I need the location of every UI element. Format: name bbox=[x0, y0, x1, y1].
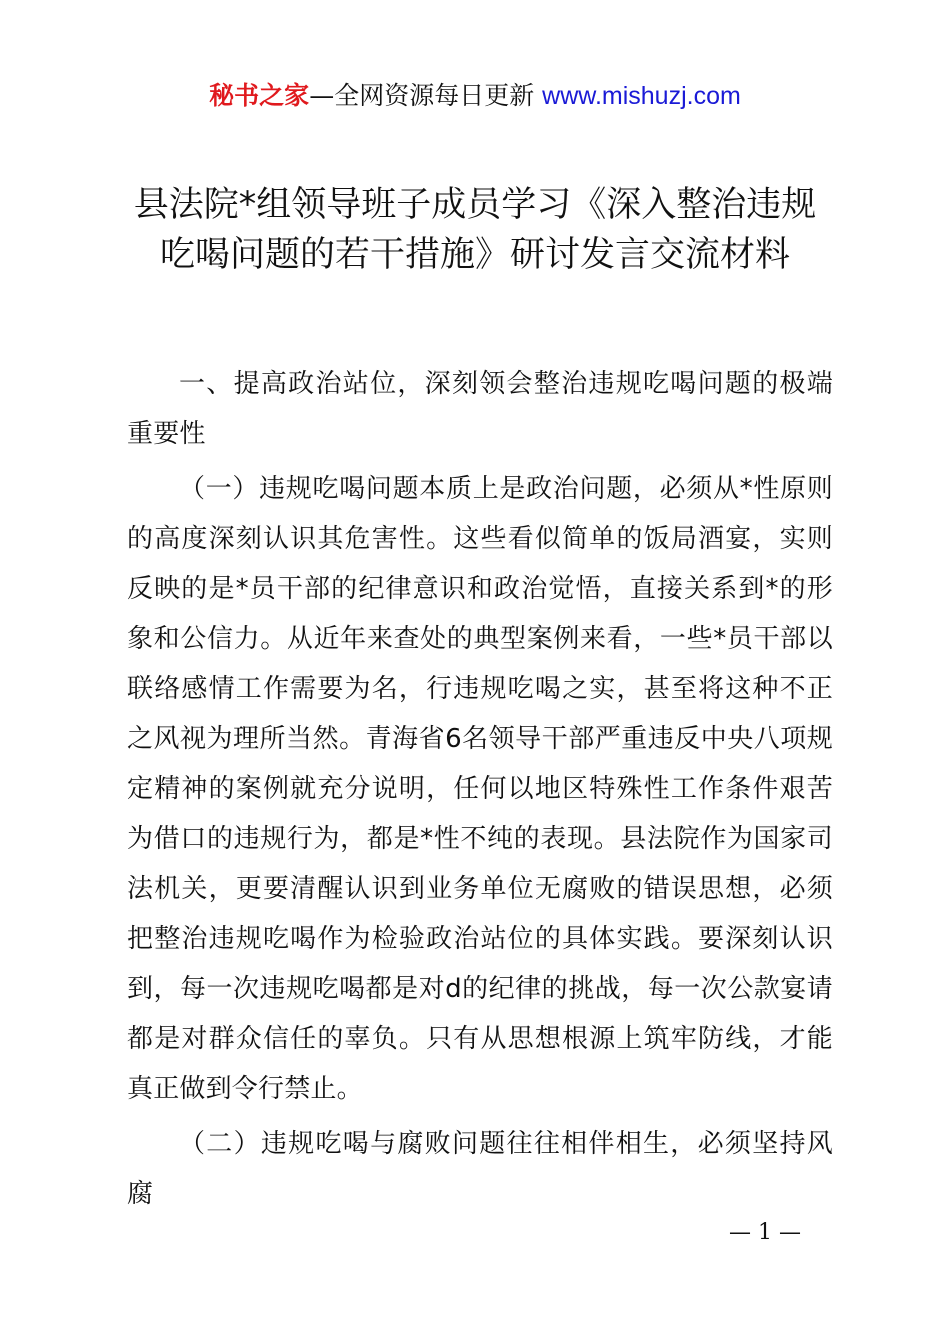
header-tagline: —全网资源每日更新 bbox=[309, 81, 535, 110]
document-title bbox=[110, 180, 840, 280]
section-heading-1: 一、提高政治站位，深刻领会整治违规吃喝问题的极端重要性 bbox=[127, 369, 833, 449]
body-paragraph-2: （二）违规吃喝与腐败问题往往相伴相生，必须坚持风腐 bbox=[127, 1129, 833, 1209]
body-paragraph-1: （一）违规吃喝问题本质上是政治问题，必须从*性原则的高度深刻认识其危害性。这些看似简单的饭局酒宴，实则反映的是*员干部的纪律意识和政治觉悟，直接关系到*的形象和公信力。从近年来查处的典型案例来看，一些*员干部以联络感情工作需要为名，行违规吃喝之实，甚至将这种不正之风视为理所当然。青海省6名领导干部严重违反中央八项规定精神的案例就充分说明，任何以地区特殊性工作条件艰苦为借口的违规行为，都是*性不纯的表现。县法院作为国家司法机关，更要清醒认识到业务单位无腐败的错误思想，必须把整治违规吃喝作为检验政治站位的具体实践。要深刻认识到，每一次违规吃喝都是对d的纪律的挑战，每一次公款宴请都是对群众信任的辜负。只有从思想根源上筑牢防线，才能真正做到令行禁止。 bbox=[127, 474, 833, 1104]
page-number: — 1 — bbox=[729, 1220, 801, 1245]
title-line-1: 县法院*组领导班子成员学习《深入整治违规 bbox=[133, 185, 817, 225]
title-line-2: 吃喝问题的若干措施》研讨发言交流材料 bbox=[159, 235, 790, 275]
document-body bbox=[127, 359, 833, 1224]
site-header bbox=[0, 78, 950, 114]
site-url-link[interactable]: www.mishuzj.com bbox=[542, 82, 741, 110]
brand-name: 秘书之家 bbox=[209, 81, 310, 110]
